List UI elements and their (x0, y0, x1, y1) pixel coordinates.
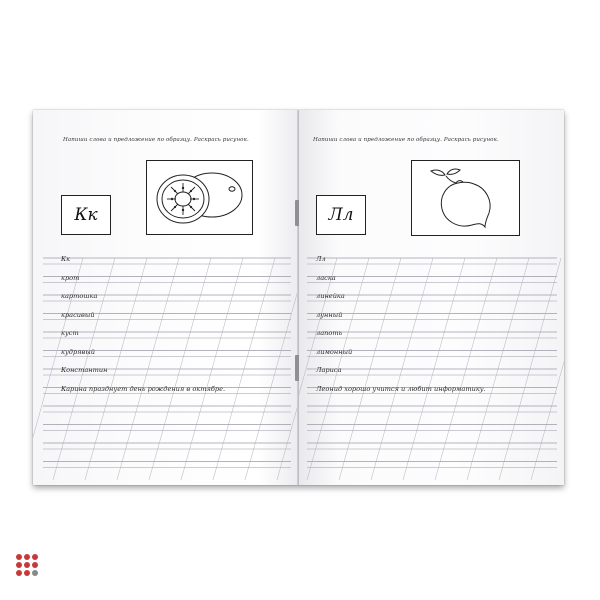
right-word: Лариса (316, 366, 342, 374)
right-word: лапоть (316, 329, 343, 337)
left-word: красивый (61, 310, 95, 319)
left-word: картошка (61, 292, 98, 300)
right-word: лунный (316, 310, 343, 319)
right-word: Лл (316, 255, 326, 263)
left-word: Константин (61, 366, 108, 374)
right-letter: Лл (328, 205, 354, 225)
left-instruction: Напиши слова и предложение по образцу. Раскрась рисунок. (63, 137, 249, 143)
left-word: куст (61, 329, 79, 337)
left-page (33, 110, 298, 485)
right-word: ласка (316, 273, 336, 282)
right-word: лимонный (316, 347, 353, 356)
right-word: линейка (316, 292, 345, 300)
store-logo-icon (14, 552, 40, 578)
right-word: Леонид хорошо учится и любит информатику. (316, 384, 486, 393)
left-word: Кк (61, 255, 71, 263)
open-notebook (33, 110, 564, 485)
right-page (299, 110, 564, 485)
left-word: Карина празднует день рождения в октябре. (61, 384, 226, 393)
left-word: кудрявый (61, 347, 95, 356)
right-instruction: Напиши слова и предложение по образцу. Раскрась рисунок. (313, 137, 499, 143)
left-word: крот (61, 273, 80, 282)
left-letter: Кк (74, 205, 98, 225)
